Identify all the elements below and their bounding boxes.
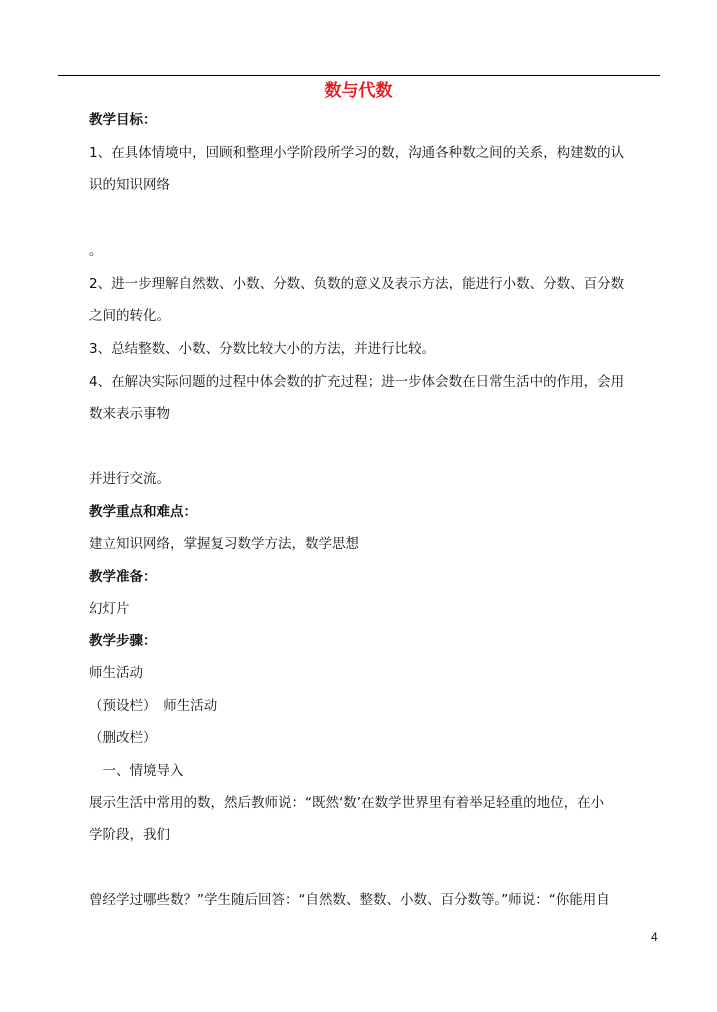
document-title: 数与代数	[324, 81, 393, 101]
paragraph-line: 建立知识网络，掌握复习数学方法，数学思想	[89, 536, 359, 552]
page-number: 4	[651, 930, 658, 944]
paragraph-line: 。	[89, 243, 103, 259]
heading-preparation: 教学准备：	[89, 569, 157, 585]
paragraph-line: 展示生活中常用的数，然后教师说：“既然‘数’在数学世界里有着举足轻重的地位，在小	[89, 795, 605, 811]
paragraph-line: 3、总结整数、小数、分数比较大小的方法，并进行比较。	[89, 341, 436, 357]
paragraph-line: 数来表示事物	[89, 406, 170, 422]
paragraph-line: （预设栏） 师生活动	[89, 698, 218, 714]
header-rule	[58, 75, 660, 76]
paragraph-line: 学阶段，我们	[89, 827, 170, 843]
heading-key-points: 教学重点和难点：	[89, 504, 197, 520]
paragraph-line: 1、在具体情境中，回顾和整理小学阶段所学习的数，沟通各种数之间的关系，构建数的认	[89, 145, 625, 161]
paragraph-line: 一、情境导入	[89, 763, 184, 779]
paragraph-line: 4、在解决实际问题的过程中体会数的扩充过程；进一步体会数在日常生活中的作用，会用	[89, 374, 625, 390]
paragraph-line: 师生活动	[89, 665, 143, 681]
paragraph-line: 曾经学过哪些数？”学生随后回答：“自然数、整数、小数、百分数等。”师说：“你能用自	[89, 892, 610, 908]
paragraph-line: 识的知识网络	[89, 177, 170, 193]
paragraph-line: 2、进一步理解自然数、小数、分数、负数的意义及表示方法，能进行小数、分数、百分数	[89, 276, 625, 292]
paragraph-line: 并进行交流。	[89, 471, 170, 487]
paragraph-line: 幻灯片	[89, 601, 130, 617]
heading-objectives: 教学目标：	[89, 112, 157, 128]
heading-steps: 教学步骤：	[89, 633, 157, 649]
paragraph-line: （删改栏）	[89, 730, 157, 746]
paragraph-line: 之间的转化。	[89, 308, 170, 324]
